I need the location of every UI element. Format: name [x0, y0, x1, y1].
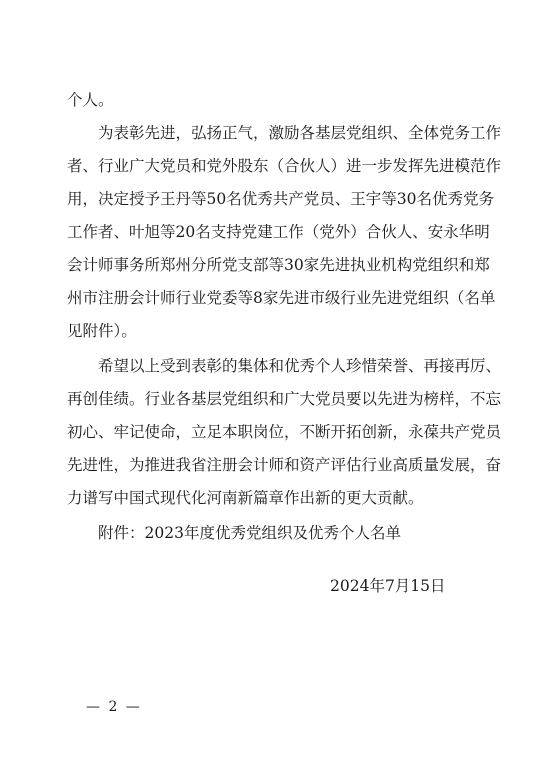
paragraph-1-line-1: 个人。: [67, 91, 114, 109]
paragraph-3-line-4: 先进性，为推进我省注册会计师和资产评估行业高质量发展，奋: [67, 456, 502, 474]
page-number: — 2 —: [86, 699, 142, 715]
paragraph-2-line-4: 工作者、叶旭等20名支持党建工作（党外）合伙人、安永华明: [67, 223, 490, 241]
paragraph-2-line-5: 会计师事务所郑州分所党支部等30家先进执业机构党组织和郑: [67, 256, 490, 274]
paragraph-2-line-6: 州市注册会计师行业党委等8家先进市级行业先进党组织（名单: [67, 289, 496, 307]
document-date: 2024年7月15日: [330, 577, 446, 595]
paragraph-3-line-1: 希望以上受到表彰的集体和优秀个人珍惜荣誉、再接再厉、: [98, 357, 502, 375]
paragraph-3-line-2: 再创佳绩。行业各基层党组织和广大党员要以先进为榜样，不忘: [67, 390, 502, 408]
paragraph-2-line-3: 用，决定授予王丹等50名优秀共产党员、王宇等30名优秀党务: [67, 190, 494, 208]
paragraph-2-line-1: 为表彰先进，弘扬正气，激励各基层党组织、全体党务工作: [98, 124, 502, 142]
paragraph-3-line-3: 初心、牢记使命，立足本职岗位，不断开拓创新，永葆共产党员: [67, 423, 502, 441]
paragraph-2-line-7: 见附件）。: [67, 322, 137, 340]
paragraph-2-line-2: 者、行业广大党员和党外股东（合伙人）进一步发挥先进模范作: [67, 157, 502, 175]
attachment-note: 附件：2023年度优秀党组织及优秀个人名单: [98, 524, 401, 542]
paragraph-3-line-5: 力谱写中国式现代化河南新篇章作出新的更大贡献。: [67, 489, 424, 507]
